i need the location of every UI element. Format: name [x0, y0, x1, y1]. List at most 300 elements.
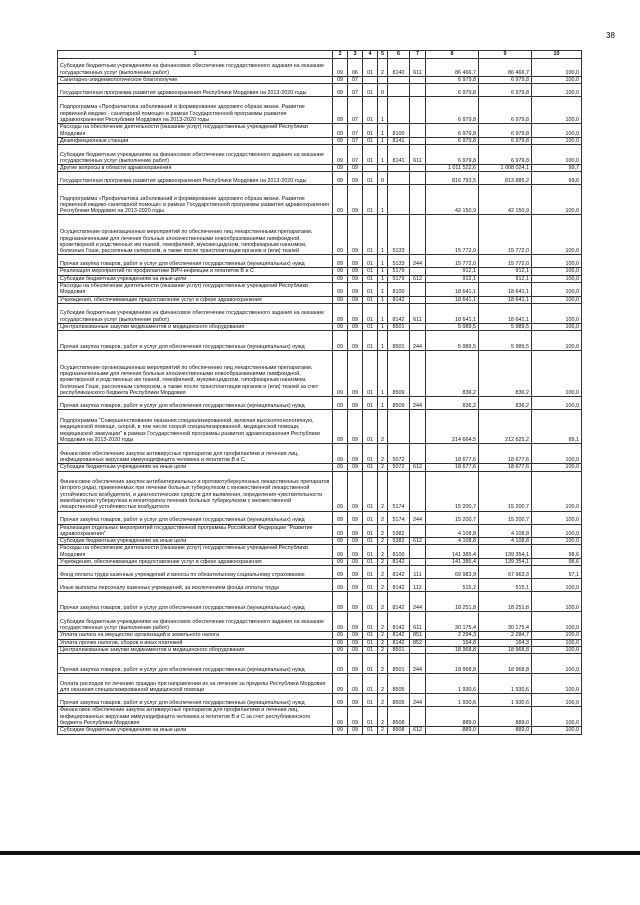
amount-executed: 889,0 — [479, 707, 532, 727]
percent-executed: 100,0 — [532, 84, 582, 97]
code-item: 8100 — [388, 545, 410, 559]
code-subsection: 09 — [348, 464, 363, 471]
code-item: 8508 — [388, 707, 410, 727]
amount-planned: 4 108,8 — [426, 538, 479, 545]
code-subsection: 09 — [348, 215, 363, 255]
percent-executed: 99,1 — [532, 410, 582, 444]
table-row — [58, 137, 582, 144]
code-subsection: 09 — [348, 397, 363, 410]
amount-planned: 30 175,4 — [426, 612, 479, 632]
amount-planned: 836,2 — [426, 351, 479, 397]
amount-executed: 18 641,1 — [479, 303, 532, 323]
code-expense-type — [410, 283, 426, 297]
table-row — [58, 124, 582, 138]
code-section: 09 — [333, 77, 348, 84]
code-expense-type — [410, 84, 426, 97]
table-row — [58, 185, 582, 215]
code-expense-type: 852 — [410, 639, 426, 646]
percent-executed: 100,0 — [532, 351, 582, 397]
code-subprogram: 1 — [378, 255, 388, 268]
row-description: Подпрограмма «Профилактика заболеваний и формирование здорового образа жизни. Развитие первичной медико - санитарной помощи» в рамках Государственной программы развития здравоохранения Республики Мордовия на 2013-2020 годы — [58, 97, 333, 124]
code-section: 09 — [333, 511, 348, 524]
amount-executed: 18 251,8 — [479, 592, 532, 612]
code-subprogram: 2 — [378, 59, 388, 77]
row-description: Фонд оплаты труда казенных учреждений и взносы по обязательному социальному страхованию — [58, 566, 333, 579]
code-expense-type: 611 — [410, 145, 426, 165]
code-item: 8501 — [388, 654, 410, 674]
table-row — [58, 296, 582, 303]
amount-planned: 912,1 — [426, 275, 479, 282]
percent-executed: 98,6 — [532, 545, 582, 559]
page-number: 38 — [606, 31, 615, 40]
row-description: Расходы на обеспечение деятельности (оказание услуг) государственных учреждений Республики Мордовия — [58, 283, 333, 297]
code-program: 01 — [363, 397, 378, 410]
code-subprogram: 2 — [378, 559, 388, 566]
percent-executed: 100,0 — [532, 444, 582, 464]
code-expense-type — [410, 524, 426, 538]
code-subsection: 09 — [348, 524, 363, 538]
code-section: 09 — [333, 283, 348, 297]
code-program: 01 — [363, 84, 378, 97]
code-subprogram: 1 — [378, 137, 388, 144]
row-description: Государственная программа развития здравоохранения Республики Мордовия на 2013-2020 годы — [58, 84, 333, 97]
code-subprogram: 1 — [378, 185, 388, 215]
amount-executed: 5 989,5 — [479, 331, 532, 351]
table-row — [58, 283, 582, 297]
code-program: 01 — [363, 145, 378, 165]
table-row — [58, 444, 582, 464]
code-expense-type — [410, 707, 426, 727]
code-section: 09 — [333, 727, 348, 734]
amount-executed: 515,1 — [479, 579, 532, 592]
row-description: Субсидии бюджетным учреждениям на финансовое обеспечение государственного задания на оказание государственных услуг (выполнение работ) — [58, 303, 333, 323]
code-subprogram: 1 — [378, 331, 388, 351]
code-section: 09 — [333, 632, 348, 639]
amount-executed: 212 625,2 — [479, 410, 532, 444]
code-subsection: 07 — [348, 84, 363, 97]
code-subsection: 07 — [348, 145, 363, 165]
code-subsection: 09 — [348, 351, 363, 397]
code-program — [363, 77, 378, 84]
code-item — [388, 97, 410, 124]
amount-planned: 5 989,5 — [426, 331, 479, 351]
code-section: 09 — [333, 410, 348, 444]
code-item — [388, 84, 410, 97]
code-program: 01 — [363, 59, 378, 77]
code-subprogram: 2 — [378, 511, 388, 524]
code-subsection: 09 — [348, 303, 363, 323]
amount-executed: 139 354,1 — [479, 559, 532, 566]
code-subsection: 09 — [348, 410, 363, 444]
code-program: 01 — [363, 511, 378, 524]
percent-executed: 100,0 — [532, 727, 582, 734]
amount-planned: 2 294,3 — [426, 632, 479, 639]
percent-executed: 99,7 — [532, 165, 582, 172]
amount-planned: 15 772,0 — [426, 255, 479, 268]
table-row — [58, 397, 582, 410]
code-item: 5382 — [388, 524, 410, 538]
code-subprogram: 1 — [378, 97, 388, 124]
code-expense-type: 244 — [410, 397, 426, 410]
code-item: 5133 — [388, 255, 410, 268]
code-subsection: 09 — [348, 639, 363, 646]
table-row — [58, 464, 582, 471]
code-subsection: 07 — [348, 77, 363, 84]
code-subprogram: 2 — [378, 727, 388, 734]
amount-planned: 6 979,8 — [426, 137, 479, 144]
code-subprogram: 0 — [378, 172, 388, 185]
table-row — [58, 612, 582, 632]
table-row — [58, 694, 582, 707]
code-expense-type: 611 — [410, 303, 426, 323]
table-row — [58, 145, 582, 165]
percent-executed: 100,0 — [532, 145, 582, 165]
code-section: 09 — [333, 674, 348, 694]
code-item — [388, 185, 410, 215]
code-subsection: 09 — [348, 592, 363, 612]
row-description: Подпрограмма "Совершенствование оказания специализированной, включая высокотехнологичную, медицинской помощи, скорой, в том числе скорой специализированной, медицинской помощи, медицинской эвакуации" в рамках Государственной программы развития здравоохранения Республики Мордовия на 2013-2020 годы — [58, 410, 333, 444]
code-subsection: 09 — [348, 283, 363, 297]
code-subprogram: 2 — [378, 444, 388, 464]
amount-planned: 4 108,8 — [426, 524, 479, 538]
code-program: 01 — [363, 592, 378, 612]
row-description: Финансовое обеспечение закупок антивирусных препаратов для профилактики и лечения лиц, инфицированных вирусами иммунодефицита человека и гепатитов В и С за счет республиканского бюджета Республики Мордовия — [58, 707, 333, 727]
percent-executed: 100,0 — [532, 639, 582, 646]
code-subsection: 09 — [348, 727, 363, 734]
header-cell: 10 — [532, 51, 582, 59]
amount-executed: 836,2 — [479, 397, 532, 410]
amount-executed: 86 466,7 — [479, 59, 532, 77]
code-section: 09 — [333, 84, 348, 97]
code-program: 01 — [363, 464, 378, 471]
percent-executed: 98,6 — [532, 559, 582, 566]
code-subsection: 09 — [348, 185, 363, 215]
code-section: 09 — [333, 397, 348, 410]
percent-executed: 100,0 — [532, 471, 582, 511]
code-expense-type: 244 — [410, 255, 426, 268]
code-subprogram: 1 — [378, 283, 388, 297]
code-item: 8505 — [388, 674, 410, 694]
table-row — [58, 331, 582, 351]
row-description: Подпрограмма «Профилактика заболеваний и формирование здорового образа жизни. Развитие первичной медико-санитарной помощи» в рамках Государственной программы развития здравоохранения Республики Мордовия на 2013-2020 годы — [58, 185, 333, 215]
code-program: 01 — [363, 707, 378, 727]
code-program: 01 — [363, 323, 378, 330]
table-row — [58, 303, 582, 323]
code-item: 8142 — [388, 612, 410, 632]
percent-executed: 100,0 — [532, 268, 582, 275]
row-description: Финансовое обеспечение закупок антибактериальных и противотуберкулезных лекарственных препаратов (второго ряда), применяемых при лечении больных туберкулезом с множественной лекарственной устойчивостью возбудителя, и диагностических средств для выявления, определения чувствительности микобактерии туберкулеза и мониторинга лечения больных туберкулезом с множественной лекарственной устойчивостью возбудителя — [58, 471, 333, 511]
amount-planned: 5 989,5 — [426, 323, 479, 330]
row-description: Дезинфекционные станции — [58, 137, 333, 144]
percent-executed: 97,1 — [532, 566, 582, 579]
code-section: 09 — [333, 97, 348, 124]
code-section: 09 — [333, 471, 348, 511]
code-section: 09 — [333, 654, 348, 674]
code-expense-type — [410, 137, 426, 144]
code-subsection: 09 — [348, 275, 363, 282]
code-program: 01 — [363, 268, 378, 275]
code-item: 8142 — [388, 566, 410, 579]
table-row — [58, 84, 582, 97]
percent-executed: 100,0 — [532, 303, 582, 323]
table-row — [58, 545, 582, 559]
code-subsection: 07 — [348, 137, 363, 144]
amount-executed: 5 989,5 — [479, 323, 532, 330]
code-section: 09 — [333, 351, 348, 397]
amount-executed: 18 677,6 — [479, 444, 532, 464]
percent-executed: 100,0 — [532, 137, 582, 144]
code-subsection: 09 — [348, 165, 363, 172]
code-section: 09 — [333, 59, 348, 77]
code-expense-type — [410, 296, 426, 303]
table-row — [58, 215, 582, 255]
amount-planned: 816 793,5 — [426, 172, 479, 185]
amount-planned: 515,2 — [426, 579, 479, 592]
code-subprogram: 1 — [378, 124, 388, 138]
amount-executed: 6 979,8 — [479, 77, 532, 84]
code-expense-type: 611 — [410, 612, 426, 632]
row-description: Прочая закупка товаров, работ и услуг для обеспечения государственных (муниципальных) нужд — [58, 511, 333, 524]
code-section: 09 — [333, 323, 348, 330]
code-expense-type — [410, 674, 426, 694]
code-item: 5179 — [388, 275, 410, 282]
code-subsection: 09 — [348, 559, 363, 566]
percent-executed: 100,0 — [532, 124, 582, 138]
row-description: Учреждения, обеспечивающие предоставление услуг в сфере здравоохранения — [58, 296, 333, 303]
code-program: 01 — [363, 137, 378, 144]
code-program: 01 — [363, 255, 378, 268]
code-expense-type — [410, 215, 426, 255]
code-subprogram: 2 — [378, 707, 388, 727]
amount-executed: 15 772,0 — [479, 255, 532, 268]
amount-planned: 18 251,8 — [426, 592, 479, 612]
code-item: 8142 — [388, 639, 410, 646]
amount-executed: 18 641,1 — [479, 283, 532, 297]
code-subprogram: 1 — [378, 351, 388, 397]
code-subprogram: 1 — [378, 323, 388, 330]
code-subsection: 06 — [348, 59, 363, 77]
code-subprogram: 2 — [378, 694, 388, 707]
code-subsection: 09 — [348, 566, 363, 579]
code-subsection: 09 — [348, 654, 363, 674]
code-item — [388, 165, 410, 172]
amount-executed: 4 108,8 — [479, 524, 532, 538]
code-subsection: 09 — [348, 694, 363, 707]
percent-executed: 100,0 — [532, 707, 582, 727]
amount-executed: 1 008 024,1 — [479, 165, 532, 172]
code-program: 01 — [363, 124, 378, 138]
table-row — [58, 592, 582, 612]
code-subprogram: 2 — [378, 524, 388, 538]
amount-planned: 18 968,8 — [426, 654, 479, 674]
table-row — [58, 646, 582, 653]
code-item: 8100 — [388, 283, 410, 297]
code-subsection: 07 — [348, 97, 363, 124]
code-item: 8508 — [388, 727, 410, 734]
amount-executed: 42 150,9 — [479, 185, 532, 215]
code-program: 01 — [363, 612, 378, 632]
code-section: 09 — [333, 165, 348, 172]
percent-executed: 100,0 — [532, 654, 582, 674]
code-section: 09 — [333, 275, 348, 282]
code-expense-type — [410, 646, 426, 653]
code-section: 09 — [333, 646, 348, 653]
code-item: 8142 — [388, 296, 410, 303]
code-expense-type: 612 — [410, 275, 426, 282]
code-program: 01 — [363, 351, 378, 397]
header-cell: 4 — [363, 51, 378, 59]
code-expense-type: 244 — [410, 331, 426, 351]
row-description: Прочая закупка товаров, работ и услуг для обеспечения государственных (муниципальных) нужд — [58, 694, 333, 707]
code-expense-type — [410, 444, 426, 464]
code-expense-type — [410, 172, 426, 185]
amount-executed: 15 200,7 — [479, 511, 532, 524]
code-subprogram: 2 — [378, 464, 388, 471]
code-expense-type — [410, 323, 426, 330]
header-cell: 3 — [348, 51, 363, 59]
amount-planned: 141 385,4 — [426, 545, 479, 559]
code-program: 01 — [363, 566, 378, 579]
code-program: 01 — [363, 545, 378, 559]
code-section: 09 — [333, 559, 348, 566]
code-subprogram: 2 — [378, 410, 388, 444]
amount-planned: 15 200,7 — [426, 511, 479, 524]
percent-executed: 100,0 — [532, 464, 582, 471]
code-item: 8142 — [388, 632, 410, 639]
code-program: 01 — [363, 444, 378, 464]
code-subprogram: 2 — [378, 579, 388, 592]
amount-planned: 141 385,4 — [426, 559, 479, 566]
amount-executed: 836,2 — [479, 351, 532, 397]
code-program: 01 — [363, 654, 378, 674]
amount-executed: 6 979,8 — [479, 84, 532, 97]
percent-executed: 99,6 — [532, 172, 582, 185]
code-item: 8501 — [388, 331, 410, 351]
amount-executed: 912,1 — [479, 268, 532, 275]
code-item: 5179 — [388, 268, 410, 275]
amount-executed: 6 979,8 — [479, 137, 532, 144]
amount-executed: 912,1 — [479, 275, 532, 282]
code-section: 09 — [333, 612, 348, 632]
row-description: Санитарно-эпидемиологическое благополучие — [58, 77, 333, 84]
table-row — [58, 511, 582, 524]
code-section: 09 — [333, 137, 348, 144]
percent-executed: 100,0 — [532, 215, 582, 255]
code-subprogram: 1 — [378, 397, 388, 410]
table-row — [58, 538, 582, 545]
code-subprogram: 2 — [378, 646, 388, 653]
code-program: 01 — [363, 559, 378, 566]
code-item: 8140 — [388, 59, 410, 77]
table-row — [58, 323, 582, 330]
amount-executed: 30 175,4 — [479, 612, 532, 632]
row-description: Расходы на обеспечение деятельности (оказание услуг) государственных учреждений Республики Мордовия — [58, 124, 333, 138]
table-row — [58, 639, 582, 646]
percent-executed: 100,0 — [532, 632, 582, 639]
code-expense-type — [410, 268, 426, 275]
code-expense-type — [410, 545, 426, 559]
percent-executed: 100,0 — [532, 296, 582, 303]
code-section: 09 — [333, 255, 348, 268]
code-subprogram: 1 — [378, 268, 388, 275]
amount-executed: 6 979,8 — [479, 97, 532, 124]
code-expense-type — [410, 185, 426, 215]
code-section: 09 — [333, 296, 348, 303]
row-description: Осуществление организационных мероприятий по обеспечению лиц лекарственными препаратами, предназначенными для лечения больных злокачественными новообразованиями лимфоидной, кроветворной и родственных им тканей, гемофилией, муковисцидозом, гипофизарным нанизмом, болезнью Гоше, рассеянным склерозом, а также после трансплантации органов и (или) тканей — [58, 215, 333, 255]
code-subprogram: 2 — [378, 674, 388, 694]
header-cell: 2 — [333, 51, 348, 59]
percent-executed: 100,0 — [532, 538, 582, 545]
amount-planned: 6 979,8 — [426, 145, 479, 165]
code-expense-type: 612 — [410, 727, 426, 734]
code-program: 01 — [363, 296, 378, 303]
code-subsection: 09 — [348, 674, 363, 694]
code-section: 09 — [333, 268, 348, 275]
code-subprogram: 1 — [378, 303, 388, 323]
code-subsection: 09 — [348, 538, 363, 545]
amount-planned: 164,8 — [426, 639, 479, 646]
code-program: 01 — [363, 172, 378, 185]
code-subsection: 09 — [348, 545, 363, 559]
percent-executed: 100,0 — [532, 524, 582, 538]
code-item: 8100 — [388, 124, 410, 138]
code-item: 8141 — [388, 137, 410, 144]
code-item: 8141 — [388, 145, 410, 165]
amount-planned: 18 641,1 — [426, 303, 479, 323]
percent-executed: 100,0 — [532, 331, 582, 351]
code-subsection: 09 — [348, 323, 363, 330]
row-description: Субсидии бюджетным учреждениям на иные цели — [58, 538, 333, 545]
amount-planned: 42 150,9 — [426, 185, 479, 215]
code-program: 01 — [363, 694, 378, 707]
code-item: 8142 — [388, 559, 410, 566]
amount-planned: 18 641,1 — [426, 283, 479, 297]
code-program: 01 — [363, 275, 378, 282]
code-subsection: 09 — [348, 255, 363, 268]
code-program: 01 — [363, 410, 378, 444]
table-row — [58, 579, 582, 592]
code-expense-type: 611 — [410, 59, 426, 77]
code-item: 5174 — [388, 471, 410, 511]
amount-executed: 6 979,8 — [479, 124, 532, 138]
row-description: Учреждения, обеспечивающие предоставление услуг в сфере здравоохранения — [58, 559, 333, 566]
percent-executed: 100,0 — [532, 579, 582, 592]
percent-executed: 100,0 — [532, 97, 582, 124]
code-section: 09 — [333, 185, 348, 215]
code-section: 09 — [333, 215, 348, 255]
table-row — [58, 165, 582, 172]
code-item — [388, 410, 410, 444]
amount-executed: 1 930,6 — [479, 694, 532, 707]
row-description: Субсидии бюджетным учреждениям на иные цели — [58, 275, 333, 282]
amount-planned: 15 772,0 — [426, 215, 479, 255]
code-item: 8142 — [388, 592, 410, 612]
code-program: 01 — [363, 331, 378, 351]
code-section: 09 — [333, 464, 348, 471]
code-subsection: 09 — [348, 296, 363, 303]
code-program: 01 — [363, 646, 378, 653]
code-section: 09 — [333, 592, 348, 612]
amount-planned: 836,2 — [426, 397, 479, 410]
percent-executed: 100,0 — [532, 275, 582, 282]
percent-executed: 100,0 — [532, 185, 582, 215]
code-expense-type — [410, 97, 426, 124]
table-row — [58, 268, 582, 275]
header-cell: 1 — [58, 51, 333, 59]
amount-executed: 4 108,8 — [479, 538, 532, 545]
amount-planned: 18 641,1 — [426, 296, 479, 303]
code-subsection: 09 — [348, 707, 363, 727]
